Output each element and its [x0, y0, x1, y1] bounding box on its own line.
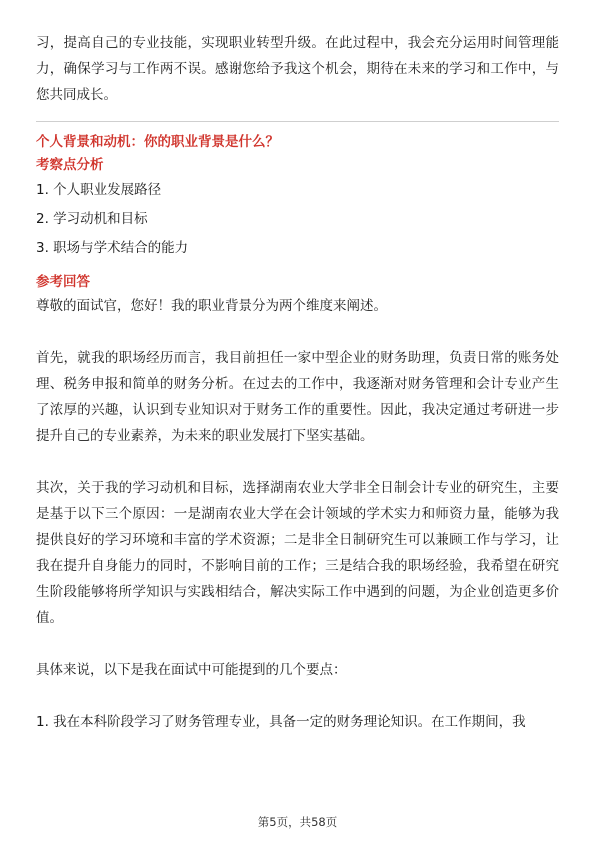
answer-paragraph: 具体来说，以下是我在面试中可能提到的几个要点： — [36, 662, 347, 678]
answer-paragraph: 首先，就我的职场经历而言，我目前担任一家中型企业的财务助理，负责日常的账务处理、税务申报和简单的财务分析。在过去的工作中，我逐渐对财务管理和会计专业产生了浓厚的兴趣，认识到专业知识对于财务工作的重要性。因此，我决定通过考研进一步提升自己的专业素养，为未来的职业发展打下坚实基础。 — [36, 350, 559, 444]
answer-paragraph: 尊敬的面试官，您好！我的职业背景分为两个维度来阐述。 — [36, 298, 387, 314]
analysis-title: 考察点分析 — [36, 157, 104, 173]
answer-title: 参考回答 — [36, 274, 90, 290]
list-item: 2. 学习动机和目标 — [36, 211, 148, 227]
document-page — [36, 30, 559, 735]
answer-paragraph: 1. 我在本科阶段学习了财务管理专业，具备一定的财务理论知识。在工作期间，我 — [36, 714, 526, 730]
section-divider — [36, 121, 559, 122]
question-title: 个人背景和动机：你的职业背景是什么？ — [36, 134, 279, 150]
page-number-footer: 第5页，共58页 — [257, 815, 338, 829]
intro-paragraph: 习，提高自己的专业技能，实现职业转型升级。在此过程中，我会充分运用时间管理能力，确保学习与工作两不误。感谢您给予我这个机会，期待在未来的学习和工作中，与您共同成长。 — [36, 35, 559, 103]
answer-paragraph: 其次，关于我的学习动机和目标，选择湖南农业大学非全日制会计专业的研究生，主要是基于以下三个原因：一是湖南农业大学在会计领域的学术实力和师资力量，能够为我提供良好的学习环境和丰富的学术资源；二是非全日制研究生可以兼顾工作与学习，让我在提升自身能力的同时，不影响目前的工作；三是结合我的职场经验，我希望在研究生阶段能够将所学知识与实践相结合，解决实际工作中遇到的问题，为企业创造更多价值。 — [36, 480, 559, 626]
analysis-points-list — [36, 176, 559, 263]
list-item: 3. 职场与学术结合的能力 — [36, 240, 189, 256]
list-item: 1. 个人职业发展路径 — [36, 182, 162, 198]
